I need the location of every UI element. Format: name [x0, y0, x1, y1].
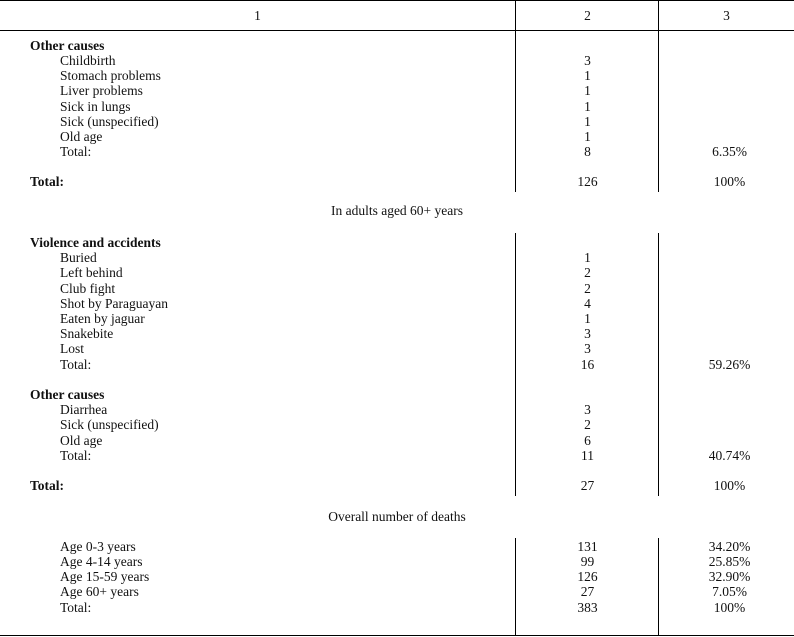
- count-cell: 2: [584, 417, 591, 432]
- count-cell: 1: [584, 83, 591, 98]
- count-cell: 1: [584, 129, 591, 144]
- cause-label: Club fight: [60, 281, 116, 296]
- count-cell: 126: [577, 174, 598, 189]
- table-row: [0, 68, 794, 83]
- table-row: [0, 83, 794, 98]
- subtotal-label: Total:: [60, 448, 92, 463]
- count-cell: 1: [584, 311, 591, 326]
- cause-label: Old age: [60, 129, 103, 144]
- total-label: Total:: [60, 600, 92, 615]
- subtotal-row: [0, 144, 794, 159]
- cause-label: Old age: [60, 433, 103, 448]
- header-bottom-border: [0, 30, 794, 31]
- table-row: [0, 402, 794, 417]
- table-row: [0, 554, 794, 569]
- cause-label: Lost: [60, 341, 85, 356]
- count-cell: 3: [584, 402, 591, 417]
- count-cell: 383: [577, 600, 598, 615]
- total-label: Total:: [30, 478, 65, 493]
- percent-cell: 59.26%: [708, 357, 751, 372]
- group-heading: Violence and accidents: [30, 235, 161, 250]
- percent-cell: 7.05%: [712, 584, 747, 599]
- table-row: [0, 296, 794, 311]
- count-cell: 2: [584, 265, 591, 280]
- age-group-label: Age 4-14 years: [60, 554, 143, 569]
- count-cell: 27: [580, 584, 595, 599]
- count-cell: 16: [580, 357, 595, 372]
- table-row: [0, 281, 794, 296]
- count-cell: 1: [584, 250, 591, 265]
- age-group-label: Age 60+ years: [60, 584, 139, 599]
- section-title: Overall number of deaths: [328, 509, 466, 524]
- count-cell: 126: [577, 569, 598, 584]
- subtotal-label: Total:: [60, 357, 92, 372]
- count-cell: 1: [584, 99, 591, 114]
- table-bottom-border: [0, 635, 794, 636]
- subtotal-label: Total:: [60, 144, 92, 159]
- group-heading-row: [0, 387, 794, 402]
- table-row: [0, 341, 794, 356]
- table-row: [0, 265, 794, 280]
- cause-label: Diarrhea: [60, 402, 108, 417]
- cause-label: Eaten by jaguar: [60, 311, 145, 326]
- group-heading: Other causes: [30, 387, 105, 402]
- total-row: [0, 478, 794, 493]
- count-cell: 3: [584, 341, 591, 356]
- count-cell: 1: [584, 114, 591, 129]
- column-header-2: 2: [584, 8, 591, 23]
- count-cell: 4: [584, 296, 591, 311]
- cause-label: Childbirth: [60, 53, 116, 68]
- table-row: [0, 569, 794, 584]
- cause-label: Stomach problems: [60, 68, 161, 83]
- percent-cell: 25.85%: [708, 554, 751, 569]
- total-row: [0, 174, 794, 189]
- table-top-border: [0, 0, 794, 1]
- age-group-label: Age 15-59 years: [60, 569, 150, 584]
- table-row: [0, 99, 794, 114]
- cause-label: Shot by Paraguayan: [60, 296, 168, 311]
- percent-cell: 100%: [713, 478, 746, 493]
- table-row: [0, 53, 794, 68]
- cause-label: Left behind: [60, 265, 123, 280]
- percent-cell: 34.20%: [708, 539, 751, 554]
- count-cell: 2: [584, 281, 591, 296]
- column-header-1: 1: [254, 8, 261, 23]
- total-row: [0, 600, 794, 615]
- group-heading-row: [0, 38, 794, 53]
- subtotal-row: [0, 448, 794, 463]
- cause-label: Sick in lungs: [60, 99, 131, 114]
- count-cell: 27: [580, 478, 595, 493]
- cause-label: Sick (unspecified): [60, 114, 159, 129]
- table-row: [0, 326, 794, 341]
- total-label: Total:: [30, 174, 65, 189]
- count-cell: 3: [584, 326, 591, 341]
- count-cell: 3: [584, 53, 591, 68]
- table-row: [0, 250, 794, 265]
- count-cell: 11: [581, 448, 594, 463]
- table-row: [0, 539, 794, 554]
- count-cell: 131: [577, 539, 598, 554]
- table-row: [0, 129, 794, 144]
- percent-cell: 100%: [713, 600, 746, 615]
- section-title: In adults aged 60+ years: [330, 203, 464, 218]
- age-group-label: Age 0-3 years: [60, 539, 136, 554]
- percent-cell: 40.74%: [708, 448, 751, 463]
- count-cell: 1: [584, 68, 591, 83]
- cause-label: Snakebite: [60, 326, 114, 341]
- group-heading-row: [0, 235, 794, 250]
- table-row: [0, 311, 794, 326]
- column-header-3: 3: [723, 8, 730, 23]
- count-cell: 99: [580, 554, 595, 569]
- table-row: [0, 417, 794, 432]
- table-row: [0, 114, 794, 129]
- cause-label: Liver problems: [60, 83, 143, 98]
- cause-label: Buried: [60, 250, 97, 265]
- table-row: [0, 584, 794, 599]
- group-heading: Other causes: [30, 38, 105, 53]
- cause-label: Sick (unspecified): [60, 417, 159, 432]
- percent-cell: 6.35%: [712, 144, 747, 159]
- subtotal-row: [0, 357, 794, 372]
- table-row: [0, 433, 794, 448]
- count-cell: 8: [584, 144, 591, 159]
- percent-cell: 100%: [713, 174, 746, 189]
- count-cell: 6: [584, 433, 591, 448]
- percent-cell: 32.90%: [708, 569, 751, 584]
